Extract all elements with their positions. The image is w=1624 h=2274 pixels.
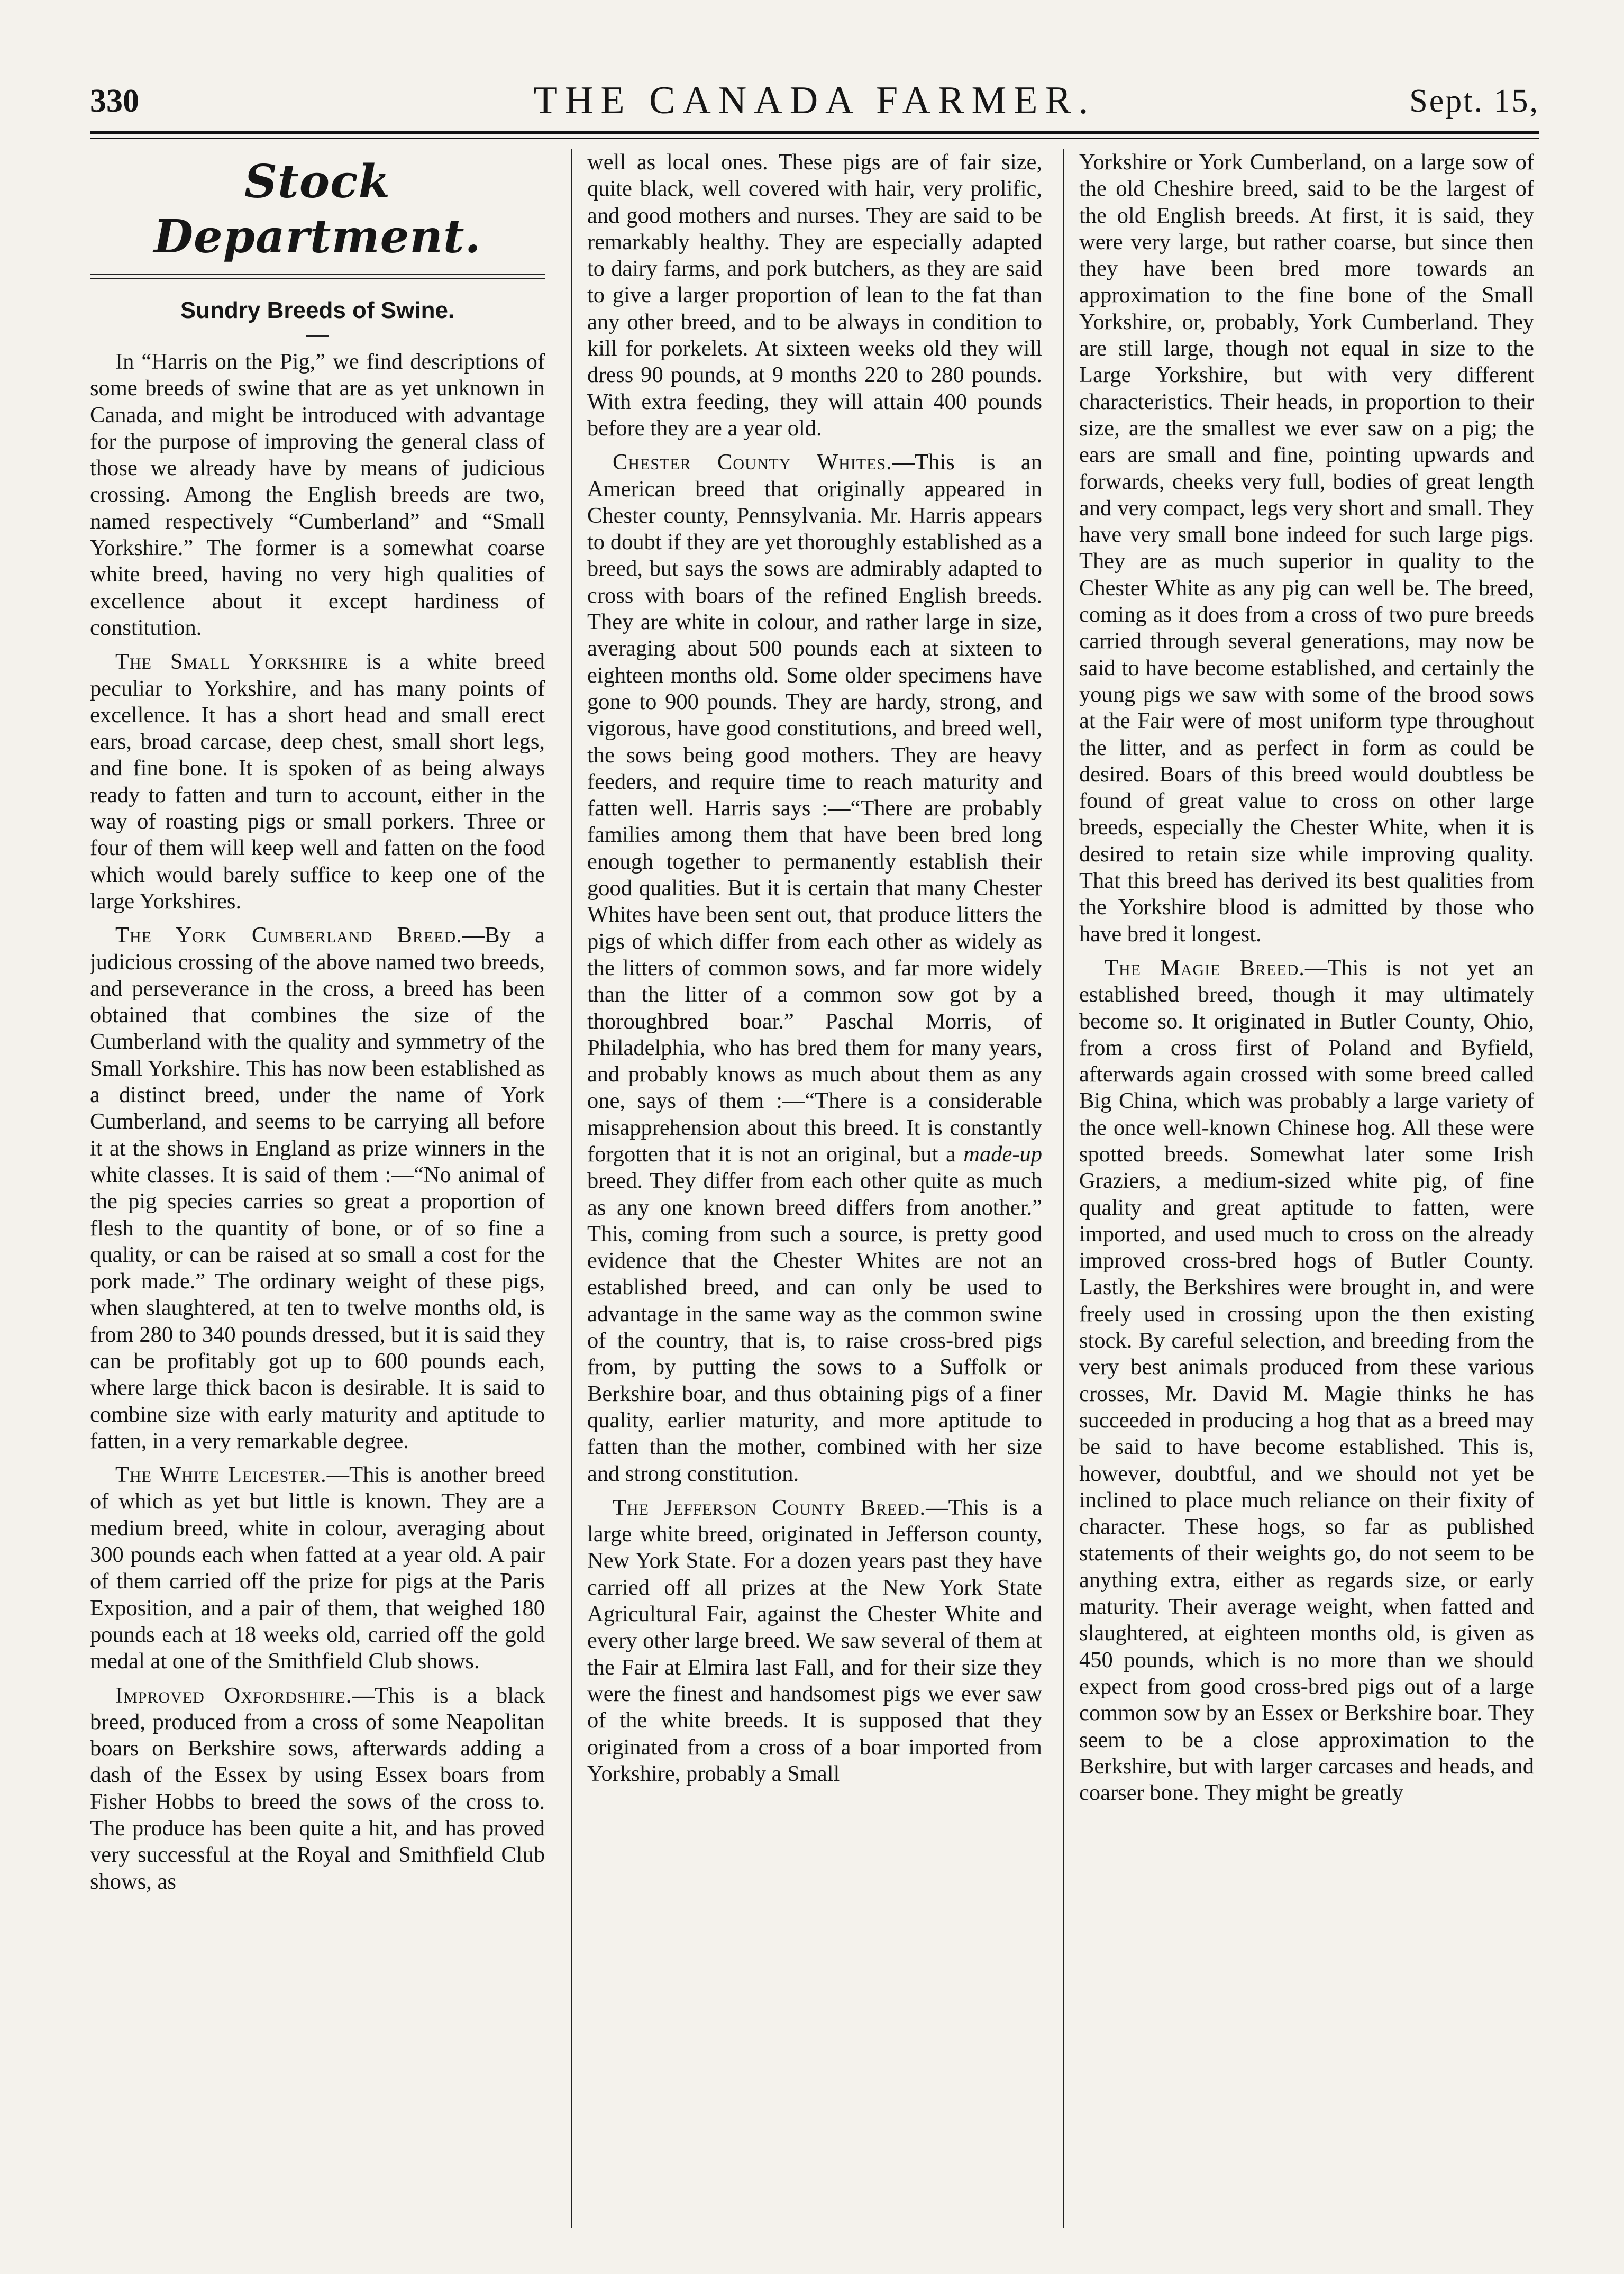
paragraph-text: —By a judicious crossing of the above named two breeds, and perseverance in the cross, a breed has been obtained that combines the size of the Cumberland with the quality and symmetry of the Small Yorkshire. This has now been established as a distinct breed, under the name of York Cumberland, and seems to be carrying all before it at the shows in England as prize winners in the white classes. It is said of them :—“No animal of the pig species carries so great a proportion of flesh to the quantity of bone, or of so fine a quality, or can be raised at so small a cost for the pork made.” The ordinary weight of these pigs, when slaughtered, at ten to twelve months old, is from 280 to 340 pounds dressed, but it is said they can be profitably got up to 600 pounds each, where large thick bacon is desirable. It is said to combine size with early maturity and aptitude to fatten, in a very remarkable degree. bbox=[90, 923, 545, 1453]
paragraph-text: —This is not yet an established breed, though it may ultimately become so. It originated in Butler County, Ohio, from a cross first of Poland and Byfield, afterwards again crossed with some breed called Big China, which was probably a large variety of the once well-known Chinese hog. All these were spotted breeds. Somewhat later some Irish Graziers, a medium-sized white pig, of fine quality and great aptitude to fatten, were imported, and used much to cross on the already improved cross-bred hogs of Butler County. Lastly, the Berkshires were brought in, and were freely used in crossing upon the then existing stock. By careful selection, and breeding from the very best animals produced from these various crosses, Mr. David M. Magie thinks he has succeeded in producing a hog that as a breed may be said to have become established. This is, however, doubtful, and we should not yet be inclined to place much reliance on their fixity of character. These hogs, so far as published statements of their weights go, do not seem to be anything extra, either as regards size, or early maturity. Their average weight, when fatted and slaughtered, at eighteen months old, is given as 450 pounds, which is no more than we should expect from good cross-bred pigs out of a large common sow by an Essex or Berkshire boar. They seem to be a close approximation to the Berkshire, but with larger carcases and heads, and coarser bone. They might be greatly bbox=[1079, 955, 1534, 1806]
column-divider bbox=[571, 149, 572, 2228]
paragraph bbox=[90, 1462, 545, 1675]
paragraph bbox=[90, 349, 545, 641]
masthead bbox=[90, 78, 1539, 131]
column-1-body bbox=[90, 349, 545, 1895]
paragraph bbox=[90, 649, 545, 915]
column-2-body bbox=[587, 149, 1042, 1787]
header-rule bbox=[90, 131, 1539, 134]
paragraph-text: well as local ones. These pigs are of fair size, quite black, well covered with hair, very prolific, and good mothers and nurses. They are said to be remarkably healthy. They are especially adapted to dairy farms, and pork butchers, as they are said to give a larger proportion of lean to the fat than any other breed, and to be always in condition to kill for porkelets. At sixteen weeks old they will dress 90 pounds, at 9 months 220 to 280 pounds. With extra feeding, they will attain 400 pounds before they are a year old. bbox=[587, 150, 1042, 441]
column-divider bbox=[1063, 149, 1064, 2228]
paragraph-text: —This is a black breed, produced from a cross of some Neapolitan boars on Berkshire sows, afterwards adding a dash of the Essex by using Essex boars from Fisher Hobbs to breed the sows of the cross to. The produce has been quite a hit, and has proved very successful at the Royal and Smithfield Club shows, as bbox=[90, 1682, 545, 1894]
paragraph-text: —This is another breed of which as yet but little is known. They are a medium breed, white in colour, averaging about 300 pounds each when fatted at a year old. A pair of them carried off the prize for pigs at the Paris Exposition, and a pair of them, that weighed 180 pounds each at 18 weeks old, carried off the gold medal at one of the Smithfield Club shows. bbox=[90, 1462, 545, 1674]
section-lead: The White Leicester. bbox=[115, 1462, 327, 1488]
paragraph-text: breed. They differ from each other quite as much as any one known breed differs from another.” This, coming from such a source, is pretty good evidence that the Chester Whites are not an established breed, and can only be used to advantage in the same way as the common swine of the country, that is, to raise cross-bred pigs from, by putting the sows to a Suffolk or Berkshire boar, and thus obtaining pigs of a finer quality, earlier maturity, and more aptitude to fatten than the mother, combined with her size and strong constitution. bbox=[587, 1168, 1042, 1486]
paragraph bbox=[587, 1495, 1042, 1787]
column-3 bbox=[1079, 149, 1534, 2226]
section-lead: The Small Yorkshire bbox=[115, 649, 349, 675]
section-lead: The Magie Breed. bbox=[1105, 955, 1305, 980]
paragraph bbox=[1079, 955, 1534, 1807]
issue-date: Sept. 15, bbox=[1409, 83, 1539, 119]
emphasis: made-up bbox=[963, 1141, 1042, 1167]
section-lead: Improved Oxfordshire. bbox=[115, 1682, 352, 1708]
paragraph bbox=[90, 922, 545, 1454]
header-rule-thin bbox=[90, 138, 1539, 139]
page-number: 330 bbox=[90, 83, 139, 119]
paragraph bbox=[90, 1682, 545, 1895]
column-2 bbox=[587, 149, 1042, 2226]
article-title: Sundry Breeds of Swine. bbox=[180, 297, 455, 323]
title-dash bbox=[306, 335, 329, 337]
paragraph bbox=[587, 449, 1042, 1487]
paragraph bbox=[587, 149, 1042, 442]
section-lead: Chester County Whites. bbox=[613, 450, 892, 475]
paragraph-text: Yorkshire or York Cumberland, on a large sow of the old Cheshire breed, said to be the largest of the old English breeds. At first, it is said, they were very large, but rather coarse, but since then they have been bred more towards an approximation to the fine bone of the Small Yorkshire, or, probably, York Cumberland. They are still large, though not equal in size to the Large Yorkshire, but with very different characteristics. Their heads, in proportion to their size, are the smallest we ever saw on a pig; the ears are small and fine, pointing upwards and forwards, cheeks very full, bodies of great length and very compact, legs very short and small. They have very small bone indeed for such large pigs. They are as much superior in quality to the Chester White as any pig can well be. The breed, coming as it does from a cross of two pure breeds carried through several generations, may now be said to have become established, and certainly the young pigs we saw with some of the brood sows at the Fair were of most uniform type throughout the litter, and as perfect in form as could be desired. Boars of this breed would doubtless be found of great value to cross on other large breeds, especially the Chester White, when it is desired to retain size while improving quality. That this breed has derived its best qualities from the Yorkshire blood is admitted by those who have bred it longest. bbox=[1079, 150, 1534, 947]
section-lead: The York Cumberland Breed. bbox=[115, 923, 462, 948]
paragraph-text: —This is an American breed that originally appeared in Chester county, Pennsylvania. Mr. Harris appears to doubt if they are yet thoroughly established as a breed, but says the sows are admirably adapted to cross with boars of the refined English breeds. They are white in colour, and rather large in size, averaging about 500 pounds each at sixteen to eighteen months old. Some older specimens have gone to 900 pounds. They are hardy, strong, and vigorous, have good constitutions, and breed well, the sows being good mothers. They are heavy feeders, and require time to reach maturity and fatten well. Harris says :—“There are probably families among them that have been bred long enough together to permanently establish their good qualities. But it is certain that many Chester Whites have been sent out, that produce litters the pigs of which differ from each other as widely as the litters of common sows, and far more widely than the litter of a common sow got by a thoroughbred boar.” Paschal Morris, of Philadelphia, who has bred them for many years, and probably knows as much about them as any one, says of them :—“There is a considerable misapprehension about this breed. It is constantly forgotten that it is not an original, but a bbox=[587, 450, 1042, 1167]
publication-title: THE CANADA FARMER. bbox=[533, 79, 1096, 122]
column-3-body bbox=[1079, 149, 1534, 1806]
section-lead: The Jefferson County Breed. bbox=[613, 1495, 926, 1520]
column-1 bbox=[90, 149, 545, 2226]
paragraph bbox=[1079, 149, 1534, 948]
paragraph-text: —This is a large white breed, originated in Jefferson county, New York State. For a dozen years past they have carried off all prizes at the New York State Agricultural Fair, against the Chester White and every other large breed. We saw several of them at the Fair at Elmira last Fall, and for their size they were the finest and handsomest pigs we ever saw of the white breeds. It is supposed that they originated from a cross of a boar imported from Yorkshire, probably a Small bbox=[587, 1495, 1042, 1786]
paragraph-text: In “Harris on the Pig,” we find descriptions of some breeds of swine that are as yet unknown in Canada, and might be introduced with advantage for the purpose of improving the general class of those we already have by means of judicious crossing. Among the English breeds are two, named respectively “Cumberland” and “Small Yorkshire.” The former is a somewhat coarse white breed, having no very high qualities of excellence about it except hardiness of constitution. bbox=[90, 349, 545, 640]
department-heading: Stock Department. bbox=[153, 155, 481, 263]
paragraph-text: is a white breed peculiar to Yorkshire, and has many points of excellence. It has a short head and small erect ears, broad carcase, deep chest, small short legs, and fine bone. It is spoken of as being always ready to fatten and turn to account, either in the way of roasting pigs or small porkers. Three or four of them will keep well and fatten on the food which would barely suffice to keep one of the large Yorkshires. bbox=[90, 649, 545, 914]
department-rule bbox=[90, 274, 545, 279]
